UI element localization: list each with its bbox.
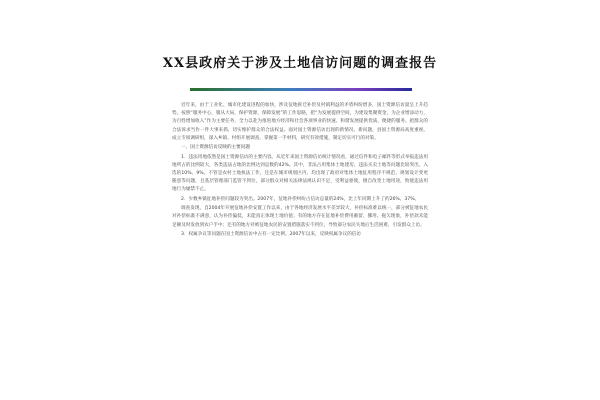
title-divider (190, 88, 412, 91)
paragraph-intro: 近年来，由于工业化、城市化建设进程的加快，涉及征地拆迁补偿及村镇利益的矛盾纠纷增多，国土资源信访量呈上升趋势。按照“服务中心，服从大局，保护资源，保障发展”的工作思路，把“为发展提供空间，为建设集聚资金，为企业增添动力，为百姓增加收入”作为主要任务，全力以赴为推进地方经济和社会各项事业的快速、和谐发展提供优质、便捷的服务。把群众的合法诉求当作一件大事来抓，切实维护群众的合法权益。面对国土资源信访出现的新情况、新问题，县国土资源局高度重视，成立专项调研组，深入乡镇、村组开展调查，掌握第一手材料，研究有效措施，制定切实可行的对策。 (172, 103, 428, 141)
paragraph-item-2: 2．少数乡镇征地补偿问题较为突出。2007年，征地补偿纠纷占信访总量的24%，比上年同期上升了约26%、37%。 (181, 196, 420, 202)
paragraph-item-3: 3．权属争议等问题在国土资源信访中占有一定比例。2007年以来，反映权属争议的信访 (181, 231, 361, 237)
section-heading: 一、国土资源信访反映的主要问题 (181, 145, 250, 151)
paragraph-item-1: 1．违法用地依然是国土资源信访的主要内容。从近年来国土资源信访统计情况看，通过信件和电子邮件等形式举报违法用地所占的比例较大，各类违法占地的比例达到总数的42%。其中，非法占用集体土地建房、违法买卖土地等问题比较突出，入选的10%、9%。不管是农村土地执法工作，还是在城市规划区内，均出现了政府对集体土地征用程序不规范、规划设计变更随意等问题，且基层管理部门监管不到位，部分群众对相关法律法规认识不足，受利益驱使，擅自改变土地用途，致使违法用地行为屡禁不止。 (172, 154, 428, 193)
document-body (172, 102, 428, 240)
document-title: XX县政府关于涉及土地信访问题的调查报告 (162, 56, 438, 71)
paragraph-investigation: 调查发现，自2004年开展征地补偿安置工作以来，由于各地经济发展水平差异较大，补偿标准难以统一，部分被征地农民对补偿标准不满意，认为补偿偏低，未能真正体现土地价值；有的地方存在征地补偿费用截留、挪用、拖欠现象，补偿款未能足额及时发放到农户手中；还有的地方对被征地农民的安置措施落实不到位，导致部分农民失地后生活困难，引发群众上访。 (172, 206, 428, 228)
